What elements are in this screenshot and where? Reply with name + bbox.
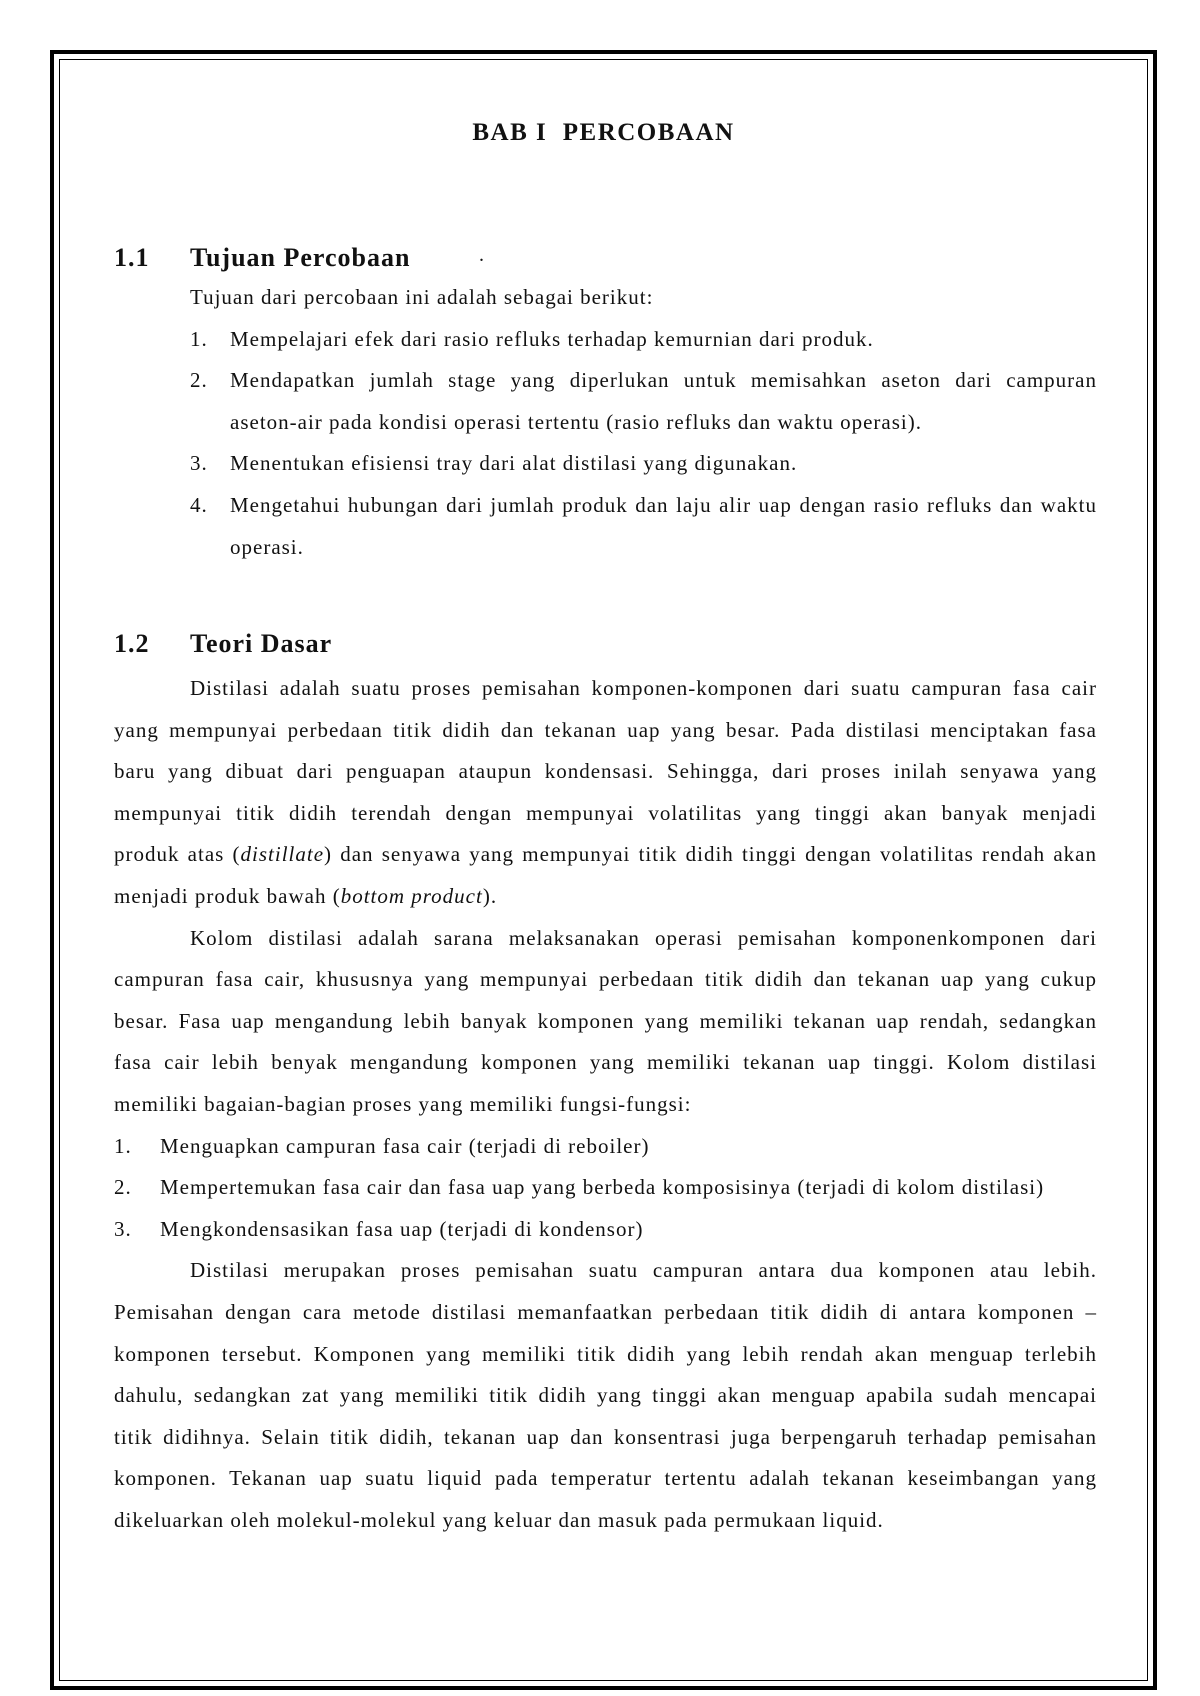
paragraph-line: yang mempunyai perbedaan titik didih dan tekanan uap yang besar. Pada distilasi menciptakan fasa xyxy=(114,717,1097,742)
paragraph-line: komponen tersebut. Komponen yang memiliki titik didih yang lebih rendah akan menguap terlebih xyxy=(114,1341,1097,1366)
paragraph-line: titik didihnya. Selain titik didih, tekanan uap dan konsentrasi juga berpengaruh terhadap pemisahan xyxy=(114,1424,1097,1449)
objective-item xyxy=(190,443,1097,485)
heading-stray-mark: . xyxy=(479,244,484,266)
list-text xyxy=(230,443,1097,485)
list-text xyxy=(230,360,1097,443)
section-heading-1-1 xyxy=(114,237,814,279)
list-line: aseton-air pada kondisi operasi tertentu (rasio refluks dan waktu operasi). xyxy=(230,409,922,434)
section-title: Tujuan Percobaan xyxy=(190,243,411,272)
list-number: 3. xyxy=(190,451,208,476)
section-number: 1.1 xyxy=(114,243,150,272)
paragraph-distilasi-definition xyxy=(114,668,1097,918)
paragraph-line: dikeluarkan oleh molekul-molekul yang keluar dan masuk pada permukaan liquid. xyxy=(114,1507,884,1532)
paragraph-line: besar. Fasa uap mengandung lebih banyak komponen yang memiliki tekanan uap rendah, sedangkan xyxy=(114,1008,1097,1033)
paragraph-line xyxy=(114,834,1097,876)
list-text: Mengkondensasikan fasa uap (terjadi di kondensor) xyxy=(160,1216,644,1241)
paragraph-line: dahulu, sedangkan zat yang memiliki titik didih yang tinggi akan menguap apabila sudah mencapai xyxy=(114,1383,1097,1408)
paragraph-line: mempunyai titik didih terendah dengan mempunyai volatilitas yang tinggi akan banyak menjadi xyxy=(114,800,1097,825)
section-1-1-body xyxy=(190,277,1097,568)
term-distillate: distillate xyxy=(240,842,325,867)
column-functions-list xyxy=(114,1126,1097,1251)
list-text xyxy=(230,485,1097,568)
paragraph-line: Distilasi merupakan proses pemisahan suatu campuran antara dua komponen atau lebih. xyxy=(190,1258,1097,1283)
line-text: produk atas ( xyxy=(114,842,241,867)
list-text: Menguapkan campuran fasa cair (terjadi di reboiler) xyxy=(160,1133,650,1158)
list-line: Mendapatkan jumlah stage yang diperlukan untuk memisahkan aseton dari campuran xyxy=(230,368,1097,393)
paragraph-line: fasa cair lebih benyak mengandung komponen yang memiliki tekanan uap tinggi. Kolom distilasi xyxy=(114,1050,1097,1075)
list-number: 1. xyxy=(190,326,208,351)
paragraph-distilasi-process xyxy=(114,1250,1097,1541)
paragraph-line: baru yang dibuat dari penguapan ataupun kondensasi. Sehingga, dari proses inilah senyawa yang xyxy=(114,759,1097,784)
list-number: 3. xyxy=(114,1216,132,1241)
function-item xyxy=(114,1126,1097,1168)
line-text: ) dan senyawa yang mempunyai titik didih tinggi dengan volatilitas rendah akan xyxy=(324,842,1097,867)
paragraph-line: memiliki bagaian-bagian proses yang memiliki fungsi-fungsi: xyxy=(114,1091,692,1116)
section-heading-1-2 xyxy=(114,623,814,665)
function-item xyxy=(114,1209,1097,1251)
objective-item xyxy=(190,319,1097,361)
term-bottom-product: bottom product xyxy=(340,883,483,908)
list-text: Mempertemukan fasa cair dan fasa uap yang berbeda komposisinya (terjadi di kolom distilasi) xyxy=(160,1175,1045,1200)
function-item xyxy=(114,1167,1097,1209)
list-number: 1. xyxy=(114,1133,132,1158)
paragraph-line: Pemisahan dengan cara metode distilasi memanfaatkan perbedaan titik didih di antara komponen – xyxy=(114,1299,1097,1324)
objective-item xyxy=(190,360,1097,443)
list-number: 2. xyxy=(114,1175,132,1200)
list-number: 2. xyxy=(190,368,208,393)
section-title: Teori Dasar xyxy=(190,629,333,658)
paragraph-line xyxy=(114,876,1097,918)
paragraph-kolom-distilasi xyxy=(114,918,1097,1126)
list-text xyxy=(230,319,1097,361)
section-1-2-body xyxy=(114,668,1097,1541)
objectives-intro: Tujuan dari percobaan ini adalah sebagai berikut: xyxy=(190,285,654,309)
line-text: menjadi produk bawah ( xyxy=(114,883,341,908)
section-number: 1.2 xyxy=(114,629,150,658)
paragraph-line: Kolom distilasi adalah sarana melaksanakan operasi pemisahan komponenkomponen dari xyxy=(190,925,1097,950)
paragraph-line: Distilasi adalah suatu proses pemisahan komponen-komponen dari suatu campuran fasa cair xyxy=(190,676,1097,700)
list-line: Mempelajari efek dari rasio refluks terhadap kemurnian dari produk. xyxy=(230,326,874,351)
line-text: ). xyxy=(482,883,498,908)
page-title: BAB I PERCOBAAN xyxy=(472,119,735,146)
paragraph-line: komponen. Tekanan uap suatu liquid pada temperatur tertentu adalah tekanan keseimbangan yang xyxy=(114,1466,1097,1491)
list-number: 4. xyxy=(190,492,208,517)
paragraph-line: campuran fasa cair, khususnya yang mempunyai perbedaan titik didih dan tekanan uap yang cukup xyxy=(114,967,1097,992)
list-line: operasi. xyxy=(230,534,304,559)
list-line: Mengetahui hubungan dari jumlah produk dan laju alir uap dengan rasio refluks dan waktu xyxy=(230,492,1097,517)
objective-item xyxy=(190,485,1097,568)
list-line: Menentukan efisiensi tray dari alat distilasi yang digunakan. xyxy=(230,451,798,476)
